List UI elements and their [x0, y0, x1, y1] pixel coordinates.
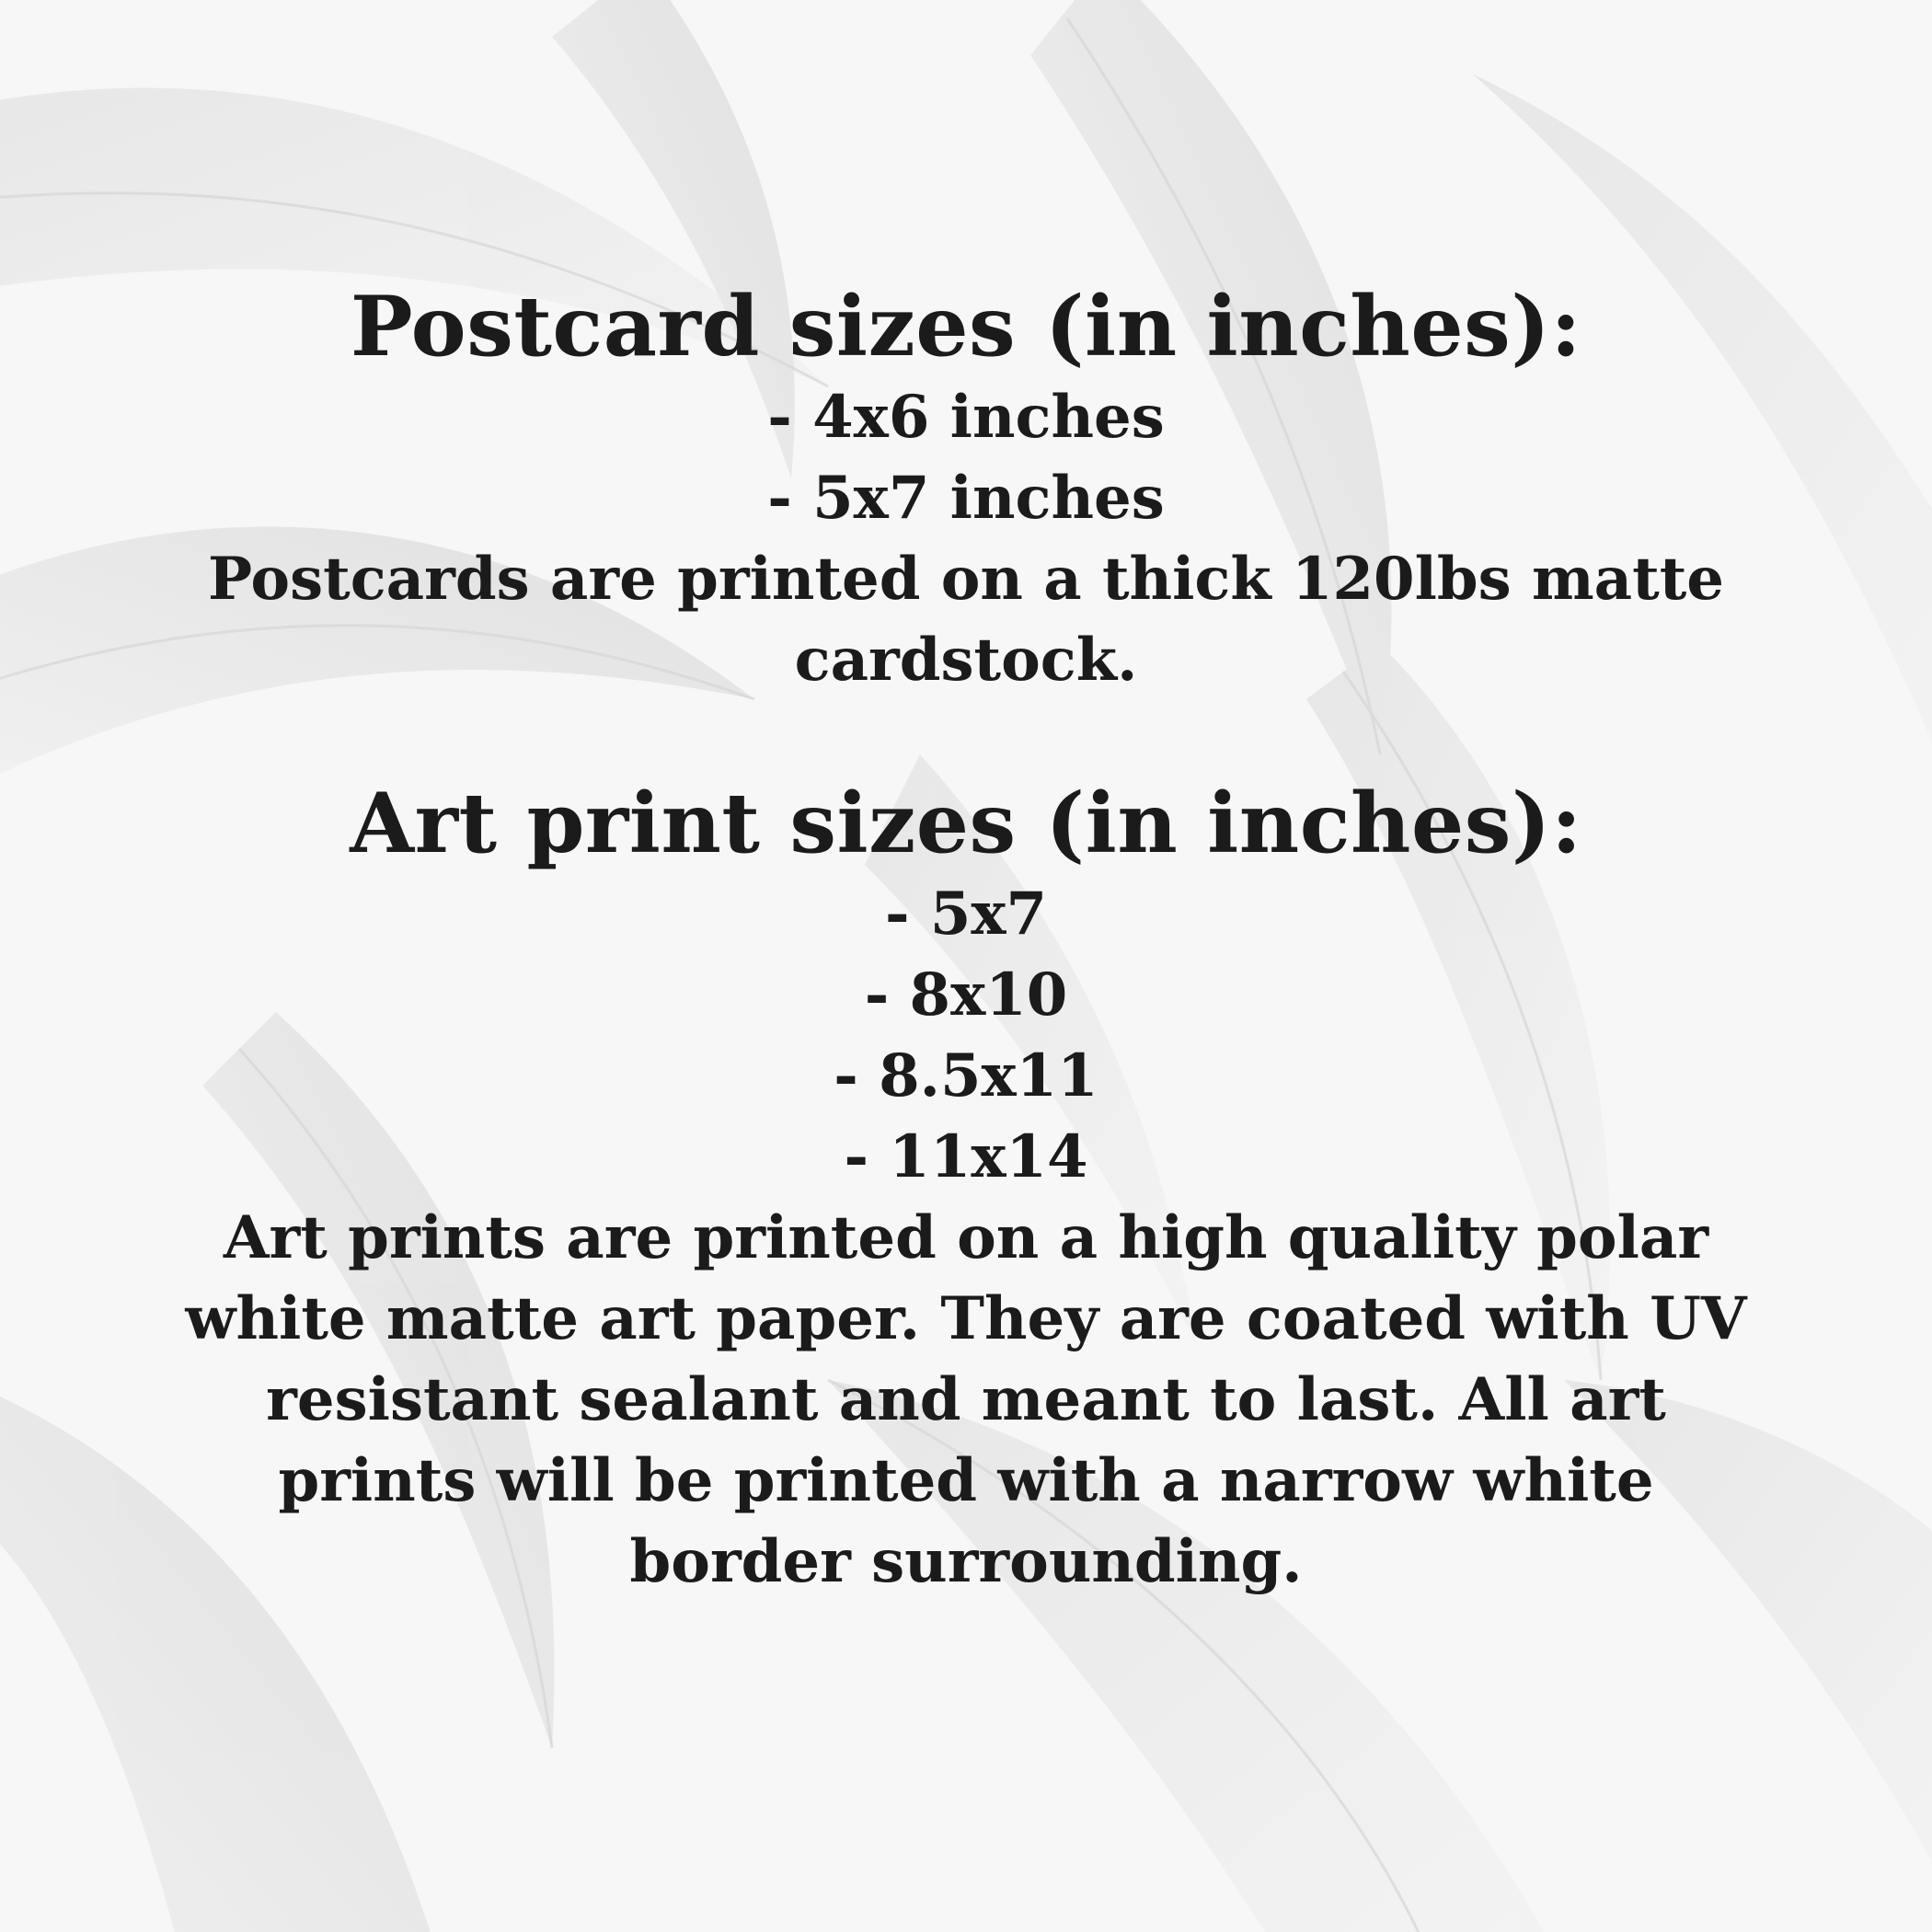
sizes-info-panel	[147, 276, 1785, 1603]
postcard-size-item: - 5x7 inches	[767, 464, 1165, 533]
section-spacer	[147, 701, 1785, 773]
art-print-size-item: - 8x10	[864, 960, 1068, 1029]
postcard-sizes-heading: Postcard sizes (in inches):	[350, 278, 1582, 375]
art-print-section	[147, 773, 1785, 1603]
art-print-size-item: - 5x7	[884, 880, 1048, 949]
art-print-sizes-heading: Art print sizes (in inches):	[350, 775, 1582, 872]
postcard-section	[147, 276, 1785, 701]
art-print-size-item: - 11x14	[844, 1122, 1088, 1191]
postcard-size-item: - 4x6 inches	[767, 383, 1165, 452]
art-print-paper-description: Art prints are printed on a high quality polar white matte art paper. They are coated with UV resistant sealant and meant to last. All art prints will be printed with a narrow white border surrounding.	[185, 1203, 1747, 1596]
postcard-paper-description: Postcards are printed on a thick 120lbs matte cardstock.	[208, 545, 1724, 695]
art-print-size-item: - 8.5x11	[834, 1041, 1098, 1110]
